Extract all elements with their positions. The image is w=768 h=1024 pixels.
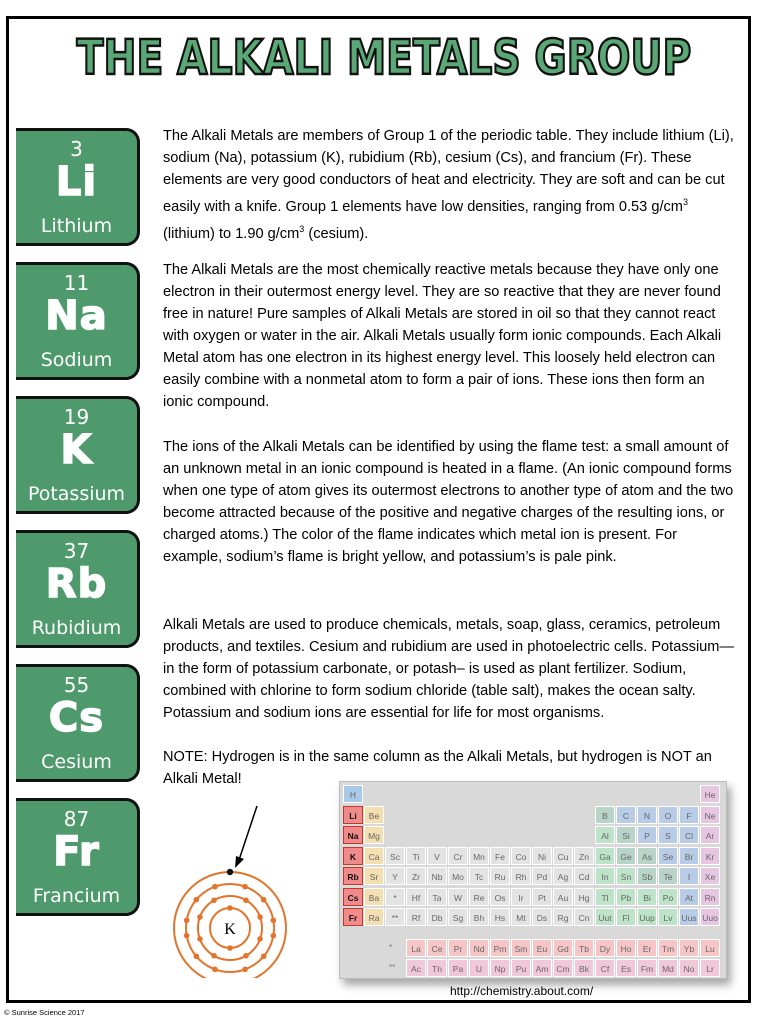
element-symbol: K <box>60 427 93 473</box>
element-cell-Ac: Ac <box>406 959 426 977</box>
element-cell-Zn: Zn <box>574 847 594 865</box>
paragraph-text: The Alkali Metals are the most chemically reactive metals because they have only one electron in their outermost energy level. They are so reactive that they are never found free in nature! Pure samples of Alkali Metals are stored in oil so that they cannot react with oxygen or water in the air. Alkali Metals usually form ionic compounds. Each Alkali Metal atom has one electron in its highest energy level. This loosely held electron can easily combine with a nonmetal atom to form a pair of ions. These ions then form an ionic compound. <box>163 262 722 410</box>
element-cell-Sn: Sn <box>616 867 636 885</box>
element-cell-Rf: Rf <box>406 908 426 926</box>
element-cell-Ti: Ti <box>406 847 426 865</box>
element-cell-Pa: Pa <box>448 959 468 977</box>
arrow-line <box>239 806 257 860</box>
electron <box>184 933 190 939</box>
element-cell-Ne: Ne <box>700 806 720 824</box>
element-cell-Os: Os <box>490 888 510 906</box>
note-hydrogen: NOTE: Hydrogen is in the same column as the Alkali Metals, but hydrogen is NOT an Alkali Metal! <box>163 749 712 787</box>
element-cell-Al: Al <box>595 826 615 844</box>
element-cell-Cu: Cu <box>553 847 573 865</box>
element-cell-Hf: Hf <box>406 888 426 906</box>
element-cell-B: B <box>595 806 615 824</box>
element-name: Potassium <box>27 483 126 505</box>
element-cell-Eu: Eu <box>532 939 552 957</box>
element-cell-Y: Y <box>385 867 405 885</box>
element-cell-Pb: Pb <box>616 888 636 906</box>
element-cell-Pd: Pd <box>532 867 552 885</box>
element-cell-As: As <box>637 847 657 865</box>
paragraph-text: (lithium) to 1.90 g/cm <box>163 225 300 242</box>
superscript: 3 <box>299 223 305 234</box>
electron <box>242 884 248 890</box>
paragraph-uses <box>163 614 735 724</box>
element-cell-Mo: Mo <box>448 867 468 885</box>
element-cell-Uus: Uus <box>679 908 699 926</box>
element-cell-Ni: Ni <box>532 847 552 865</box>
element-cell-Db: Db <box>427 908 447 926</box>
element-cell-Ca: Ca <box>364 847 384 865</box>
electron <box>212 884 218 890</box>
element-cell-Sc: Sc <box>385 847 405 865</box>
element-cell-V: V <box>427 847 447 865</box>
element-cell-Tb: Tb <box>574 939 594 957</box>
element-tile-rubidium <box>16 530 140 648</box>
element-cell-Ag: Ag <box>553 867 573 885</box>
element-cell-Re: Re <box>469 888 489 906</box>
element-cell-Bh: Bh <box>469 908 489 926</box>
element-cell-In: In <box>595 867 615 885</box>
element-cell-Yb: Yb <box>679 939 699 957</box>
element-cell-Zr: Zr <box>406 867 426 885</box>
element-cell-Cm: Cm <box>553 959 573 977</box>
element-cell-I: I <box>679 867 699 885</box>
element-cell-Cn: Cn <box>574 908 594 926</box>
element-name: Cesium <box>41 751 112 773</box>
element-name: Sodium <box>40 349 113 371</box>
element-cell-U: U <box>469 959 489 977</box>
element-cell-H: H <box>343 785 363 803</box>
element-cell-Lu: Lu <box>700 939 720 957</box>
electron <box>212 967 218 973</box>
paragraph-reactivity <box>163 259 735 413</box>
copyright-notice: © Sunrise Science 2017 <box>4 1008 85 1017</box>
element-cell-Pu: Pu <box>511 959 531 977</box>
element-cell-Cr: Cr <box>448 847 468 865</box>
electron <box>227 905 233 911</box>
element-cell-Ho: Ho <box>616 939 636 957</box>
element-cell-Mg: Mg <box>364 826 384 844</box>
element-cell-Fl: Fl <box>616 908 636 926</box>
atomic-number: 19 <box>63 405 90 429</box>
electron <box>257 936 263 942</box>
element-cell-Rn: Rn <box>700 888 720 906</box>
electron <box>261 953 267 959</box>
page-title: THE ALKALI METALS GROUP <box>76 30 692 86</box>
element-cell-Tm: Tm <box>658 939 678 957</box>
element-cell-Pt: Pt <box>532 888 552 906</box>
element-symbol: Na <box>45 293 108 339</box>
element-cell-Co: Co <box>511 847 531 865</box>
potassium-atom-diagram <box>160 798 310 978</box>
nucleus-label: K <box>224 921 236 938</box>
element-cell-Es: Es <box>616 959 636 977</box>
element-cell-At: At <box>679 888 699 906</box>
paragraph-intro <box>163 125 735 245</box>
element-cell-Be: Be <box>364 806 384 824</box>
element-cell-Ds: Ds <box>532 908 552 926</box>
element-cell-Ge: Ge <box>616 847 636 865</box>
atomic-number: 11 <box>63 271 90 295</box>
element-cell-C: C <box>616 806 636 824</box>
element-cell-Ta: Ta <box>427 888 447 906</box>
element-tile-potassium <box>16 396 140 514</box>
element-cell-Po: Po <box>658 888 678 906</box>
electron <box>271 933 277 939</box>
electron <box>211 897 217 903</box>
element-cell-Na: Na <box>343 826 363 844</box>
electron <box>257 914 263 920</box>
element-cell-Sm: Sm <box>511 939 531 957</box>
atomic-number: 37 <box>63 539 90 563</box>
element-tile-francium <box>16 798 140 916</box>
element-symbol: Fr <box>53 829 100 875</box>
element-cell-Ce: Ce <box>427 939 447 957</box>
element-cell-Hs: Hs <box>490 908 510 926</box>
element-cell-Cd: Cd <box>574 867 594 885</box>
element-cell-No: No <box>679 959 699 977</box>
element-cell-starstar: ** <box>385 908 405 926</box>
electron <box>243 953 249 959</box>
element-cell-Sr: Sr <box>364 867 384 885</box>
element-cell-Bk: Bk <box>574 959 594 977</box>
element-cell-Fr: Fr <box>343 908 363 926</box>
superscript: 3 <box>682 197 688 207</box>
element-cell-Lv: Lv <box>658 908 678 926</box>
element-cell-Si: Si <box>616 826 636 844</box>
element-cell-Md: Md <box>658 959 678 977</box>
element-symbol: Li <box>55 159 98 205</box>
element-cell-Rg: Rg <box>553 908 573 926</box>
element-cell-Pm: Pm <box>490 939 510 957</box>
electron <box>271 918 277 924</box>
element-cell-He: He <box>700 785 720 803</box>
paragraph-flame-test <box>163 436 735 568</box>
element-cell-Cs: Cs <box>343 888 363 906</box>
periodic-table-image <box>339 781 727 979</box>
paragraph-text: (cesium). <box>304 225 369 242</box>
element-cell-N: N <box>637 806 657 824</box>
element-cell-Nd: Nd <box>469 939 489 957</box>
element-tile-lithium <box>16 128 140 246</box>
element-cell-Am: Am <box>532 959 552 977</box>
element-cell-Hg: Hg <box>574 888 594 906</box>
element-cell-Rb: Rb <box>343 867 363 885</box>
element-cell-Ar: Ar <box>700 826 720 844</box>
electron <box>197 914 203 920</box>
element-cell-Tl: Tl <box>595 888 615 906</box>
element-cell-Ga: Ga <box>595 847 615 865</box>
image-credit: http://chemistry.about.com/ <box>450 984 594 998</box>
element-cell-Pr: Pr <box>448 939 468 957</box>
element-symbol: Rb <box>45 561 108 607</box>
electron <box>261 897 267 903</box>
element-cell-Fm: Fm <box>637 959 657 977</box>
paragraph-text: Alkali Metals are used to produce chemicals, metals, soap, glass, ceramics, petroleum products, and textiles. Cesium and rubidium are used in photoelectric cells. Potassium—in the form of potassium carbonate, or potash– is used as plant fertilizer. Sodium, combined with chlorine to form sodium chloride (table salt), makes the ocean salty. Potassium and sodium ions are essential for life for most organisms. <box>163 617 735 721</box>
element-symbol: Cs <box>48 695 105 741</box>
element-name: Rubidium <box>31 617 122 639</box>
element-cell-Np: Np <box>490 959 510 977</box>
element-cell-Se: Se <box>658 847 678 865</box>
element-cell-Tc: Tc <box>469 867 489 885</box>
atomic-number: 87 <box>63 807 90 831</box>
element-cell-Te: Te <box>658 867 678 885</box>
element-tile-sodium <box>16 262 140 380</box>
element-cell-Mt: Mt <box>511 908 531 926</box>
element-cell-La: La <box>406 939 426 957</box>
element-name: Francium <box>32 885 121 907</box>
element-cell-Au: Au <box>553 888 573 906</box>
series-marker: ** <box>389 963 396 972</box>
element-cell-Uup: Uup <box>637 908 657 926</box>
element-cell-Uuo: Uuo <box>700 908 720 926</box>
atomic-number: 55 <box>63 673 90 697</box>
element-cell-Dy: Dy <box>595 939 615 957</box>
element-cell-O: O <box>658 806 678 824</box>
electron <box>243 897 249 903</box>
element-cell-Li: Li <box>343 806 363 824</box>
element-cell-Lr: Lr <box>700 959 720 977</box>
element-cell-Ba: Ba <box>364 888 384 906</box>
element-cell-K: K <box>343 847 363 865</box>
element-cell-Th: Th <box>427 959 447 977</box>
element-cell-Br: Br <box>679 847 699 865</box>
element-cell-Ir: Ir <box>511 888 531 906</box>
electron <box>193 897 199 903</box>
valence-electron <box>227 869 233 875</box>
element-cell-Sg: Sg <box>448 908 468 926</box>
element-cell-Rh: Rh <box>511 867 531 885</box>
element-cell-Er: Er <box>637 939 657 957</box>
arrow-head <box>235 856 244 868</box>
element-cell-S: S <box>658 826 678 844</box>
element-cell-Mn: Mn <box>469 847 489 865</box>
element-cell-Cf: Cf <box>595 959 615 977</box>
electron <box>242 967 248 973</box>
element-cell-Gd: Gd <box>553 939 573 957</box>
element-cell-Sb: Sb <box>637 867 657 885</box>
electron <box>197 936 203 942</box>
series-marker: * <box>389 942 393 952</box>
element-name: Lithium <box>40 215 113 237</box>
element-cell-Xe: Xe <box>700 867 720 885</box>
element-cell-Ra: Ra <box>364 908 384 926</box>
element-cell-Fe: Fe <box>490 847 510 865</box>
element-cell-Cl: Cl <box>679 826 699 844</box>
electron <box>211 953 217 959</box>
element-cell-W: W <box>448 888 468 906</box>
atomic-number: 3 <box>70 137 83 161</box>
element-tile-cesium <box>16 664 140 782</box>
element-cell-star: * <box>385 888 405 906</box>
electron <box>184 918 190 924</box>
electron <box>227 945 233 951</box>
element-cell-Nb: Nb <box>427 867 447 885</box>
electron <box>193 953 199 959</box>
element-cell-Ru: Ru <box>490 867 510 885</box>
element-cell-Bi: Bi <box>637 888 657 906</box>
element-cell-Kr: Kr <box>700 847 720 865</box>
paragraph-text: The ions of the Alkali Metals can be identified by using the flame test: a small amount of an unknown metal in an ionic compound is heated in a flame. (An ionic compound forms when one type of atom gives its outermost electrons to another type of atom and the two become attracted because of the positive and negative charges of the resulting ions, or charged atoms.) The color of the flame indicates which metal ion is present. For example, sodium’s flame is bright yellow, and potassium’s is pale pink. <box>163 439 734 565</box>
element-cell-F: F <box>679 806 699 824</box>
element-cell-Uut: Uut <box>595 908 615 926</box>
element-cell-P: P <box>637 826 657 844</box>
paragraph-text: The Alkali Metals are members of Group 1 of the periodic table. They include lithium (Li), sodium (Na), potassium (K), rubidium (Rb), cesium (Cs), and francium (Fr). These elements are very good conductors of heat and electricity. They are soft and can be cut easily with a knife. Group 1 elements have low densities, ranging from 0.53 g/cm <box>163 128 734 215</box>
